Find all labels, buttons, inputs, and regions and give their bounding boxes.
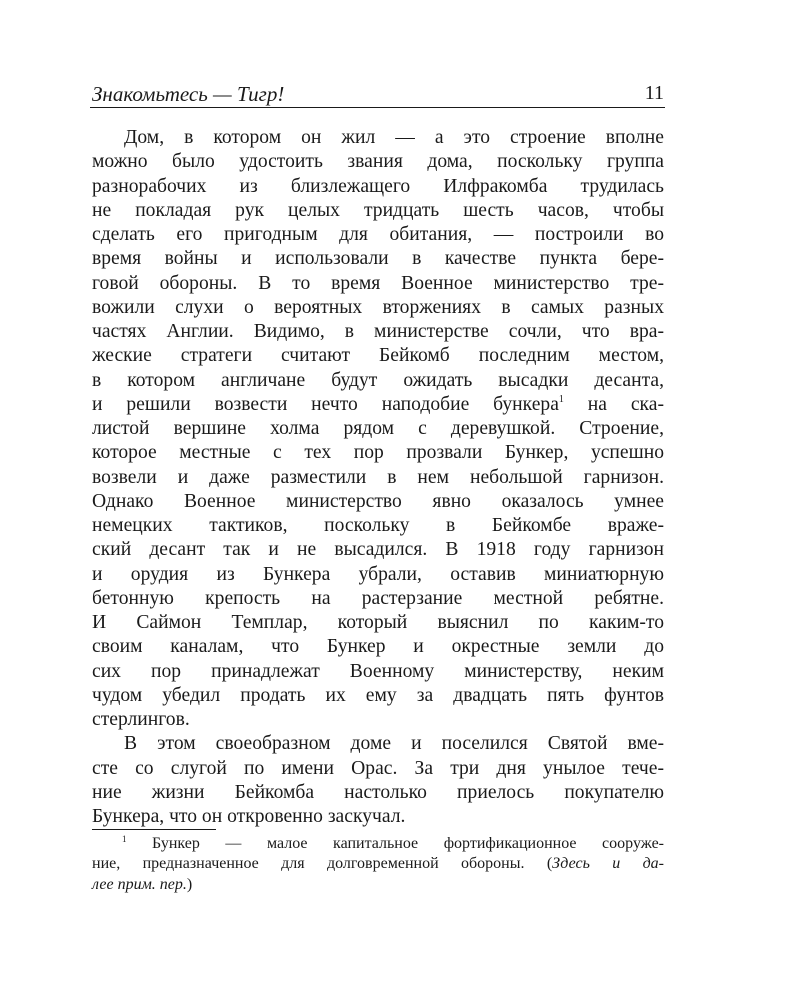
text-line: В этом своеобразном доме и поселился Святой вме-: [124, 733, 664, 755]
text-line: [92, 393, 664, 417]
footnote-ref: 1: [558, 393, 564, 405]
text-line: ский десант так и не высадился. В 1918 году гарнизон: [92, 539, 664, 561]
text-line: Однако Военное министерство явно оказалось умнее: [92, 490, 664, 512]
footnote: [92, 834, 664, 895]
text-line: И Саймон Темплар, который выяснил по каким-то: [92, 612, 664, 633]
chapter-title: Знакомьтесь — Тигр!: [92, 82, 285, 106]
text-line: листой вершине холма рядом с деревушкой. Строение,: [92, 418, 664, 439]
text-line: вожили слухи о вероятных вторжениях в самых разных: [92, 296, 664, 318]
footnote-note-italic: Здесь и да-: [552, 855, 665, 873]
page-number: 11: [644, 82, 664, 104]
text-line: можно было удостоить звания дома, поскольку группа: [92, 151, 664, 173]
footnote-line: [92, 834, 664, 854]
text-line: возвели и даже разместили в нем небольшой гарнизон.: [92, 466, 664, 488]
text-line: и орудия из Бункера убрали, оставив миниатюрную: [92, 563, 664, 585]
header-rule: [90, 107, 665, 108]
footnote-marker: 1: [122, 834, 127, 844]
text-line: частях Англии. Видимо, в министерстве сочли, что вра-: [92, 321, 664, 342]
text-line: Дом, в котором он жил — а это строение вполне: [124, 127, 664, 148]
text-line: жеские стратеги считают Бейкомб последним местом,: [92, 345, 664, 367]
footnote-line: [92, 854, 664, 874]
footnote-text: Бункер — малое капитальное фортификационное сооруже-: [152, 835, 664, 852]
text-line-part: и решили возвести нечто наподобие бункера: [92, 393, 559, 415]
footnote-line: [92, 875, 664, 895]
text-line: чудом убедил продать их ему за двадцать пять фунтов: [92, 684, 664, 706]
footnote-rule: [92, 829, 216, 830]
text-line: время войны и использовали в качестве пункта бере-: [92, 248, 664, 270]
text-line: говой обороны. В то время Военное министерство тре-: [92, 272, 664, 294]
running-header: [90, 82, 664, 110]
footnote-text: ): [186, 875, 193, 893]
text-line: сих пор принадлежат Военному министерству, неким: [92, 660, 664, 682]
body-text: [92, 126, 664, 829]
text-line: своим каналам, что Бункер и окрестные земли до: [92, 636, 664, 658]
text-line: немецких тактиков, поскольку в Бейкомбе враже-: [92, 515, 664, 536]
text-line-part: на ска-: [587, 393, 664, 415]
text-line: разнорабочих из близлежащего Илфракомба трудилась: [92, 175, 664, 197]
footnote-note-italic: лее прим. пер.: [92, 875, 187, 893]
text-line: в котором англичане будут ожидать высадки десанта,: [92, 369, 664, 391]
text-line: сделать его пригодным для обитания, — построили во: [92, 224, 664, 245]
text-line: ние жизни Бейкомба настолько приелось покупателю: [92, 781, 664, 803]
text-line: которое местные с тех пор прозвали Бункер, успешно: [92, 442, 664, 464]
text-line: стерлингов.: [92, 709, 190, 730]
footnote-text: ние, предназначенное для долговременной обороны. (: [92, 855, 553, 873]
text-line: не покладая рук целых тридцать шесть часов, чтобы: [92, 199, 664, 221]
text-line: Бункера, что он откровенно заскучал.: [92, 806, 406, 827]
text-line: бетонную крепость на растерзание местной ребятне.: [92, 587, 664, 609]
text-line: сте со слугой по имени Орас. За три дня унылое тече-: [92, 757, 664, 779]
